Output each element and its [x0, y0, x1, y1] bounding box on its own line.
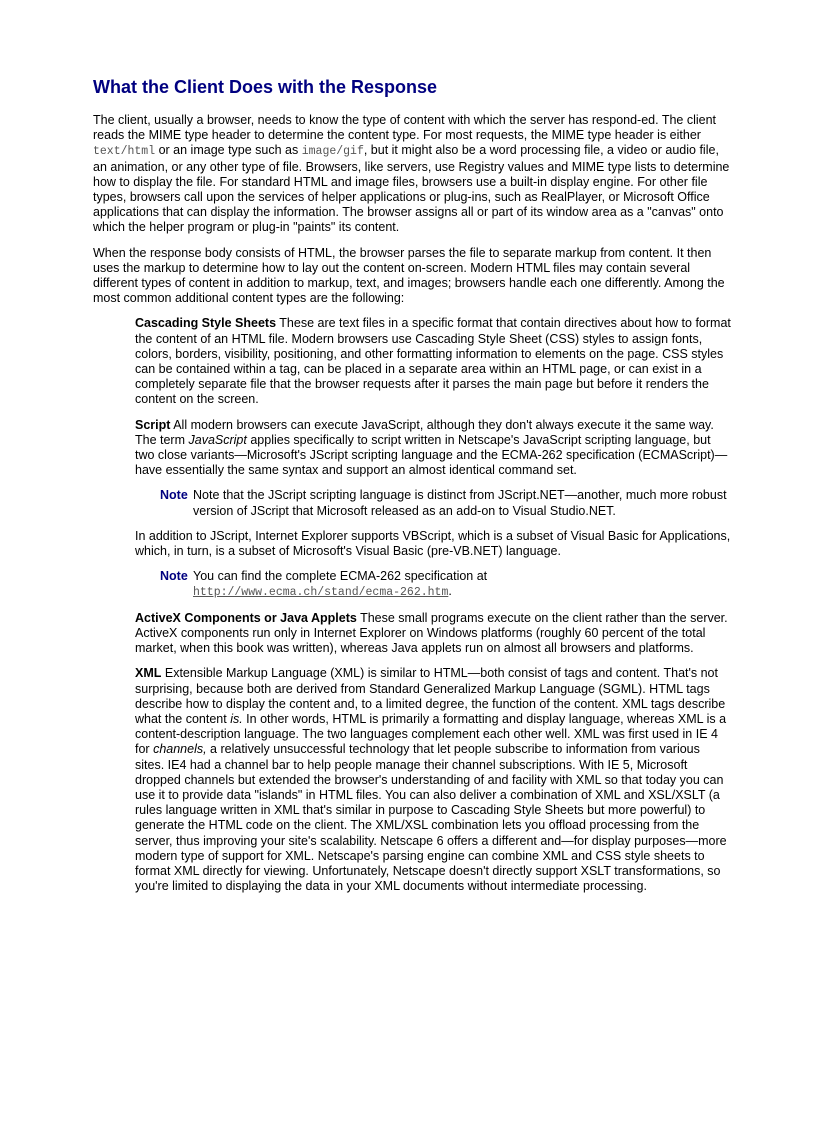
text: .: [448, 584, 452, 599]
item-script: [135, 418, 731, 479]
term-activex: ActiveX Components or Java Applets: [135, 610, 357, 625]
ecma-link[interactable]: http://www.ecma.ch/stand/ecma-262.htm: [193, 586, 449, 600]
item-xml: [135, 666, 731, 894]
note-ecma: [160, 569, 733, 600]
paragraph-html-body: When the response body consists of HTML, the browser parses the file to separate markup from content. It then uses the markup to determine how to lay out the content on-screen. Modern HTML files may contain several different types of content in addition to markup, text, and images; browsers handle each one differently. Among the most common additional content types are the following:: [93, 245, 725, 306]
section-heading: What the Client Does with the Response: [93, 77, 438, 97]
note-label: Note: [160, 488, 188, 503]
note-text: Note that the JScript scripting language is distinct from JScript.NET—another, much more robust version of JScript that Microsoft released as an add-on to Visual Studio.NET.: [193, 488, 727, 518]
text: All modern browsers can execute JavaScript, although they don't always execute it the same way. The term: [135, 417, 714, 447]
note-text: You can find the complete ECMA-262 specification at: [193, 569, 488, 584]
code-image-gif: image/gif: [301, 145, 364, 159]
emphasis-is: is.: [230, 711, 243, 726]
document-page: [93, 76, 733, 904]
term-script: Script: [135, 417, 171, 432]
text: applies specifically to script written in Netscape's JavaScript scripting language, but two close variants—Microsoft's JScript scripting language and the ECMA-262 specification (ECMAScript)—have essentially the same syntax and support an almost identical command set.: [135, 432, 728, 478]
code-text-html: text/html: [93, 145, 156, 159]
item-activex: [135, 611, 731, 657]
emphasis-channels: channels,: [153, 742, 207, 757]
text: Extensible Markup Language (XML) is similar to HTML—both consist of tags and content. That's not surprising, because both are derived from Standard Generalized Markup Language (SGML). HTML tags describe how to display the content and, to a limited degree, the function of the content. XML tags describe what the content: [135, 666, 726, 726]
text: , but it might also be a word processing file, a video or audio file, an animation, or any other type of file. Browsers, like servers, use Registry values and MIME type lists to determine how to display the file. For standard HTML and image files, browsers use a built-in display engine. For other file types, browsers call upon the services of helper applications or plug-ins, such as RealPlayer, or Microsoft Office applications that can display the information. The browser assigns all or part of its window area as a "canvas" onto which the helper program or plug-in "paints" its content.: [93, 143, 730, 235]
text: These small programs execute on the client rather than the server. ActiveX components run only in Internet Explorer on Windows platforms (roughly 60 percent of the total market, when this book was written), whereas Java applets run on almost all browsers and platforms.: [135, 610, 728, 656]
text: The client, usually a browser, needs to know the type of content with which the server has respond-ed. The client reads the MIME type header to determine the content type. For most requests, the MIME type header is either: [93, 113, 717, 143]
text: a relatively unsuccessful technology that let people subscribe to information from various sites. IE4 had a channel bar to help people manage their channel subscriptions. With IE 5, Microsoft dropped channels but extended the browser's understanding of and facility with XML so that today you can use it to provide data "islands" in HTML files. You can also deliver a combination of XML and XSL/XSLT (a rules language written in XML that's similar in purpose to Cascading Style Sheets but more powerful) to generate the HTML code on the client. The XML/XSL combination lets you offload processing from the server, thus improving your site's scalability. Netscape 6 offers a different and—for display purposes—more modern type of support for XML. Netscape's parsing engine can combine XML and CSS style sheets to format XML directly for viewing. Unfortunately, Netscape doesn't directly support XSLT transformations, so you're limited to displaying the data in your XML documents without intermediate processing.: [135, 742, 727, 894]
item-css: [135, 316, 731, 407]
text: In other words, HTML is primarily a formatting and display language, whereas XML is a content-description language. The two languages complement each other well. XML was first used in IE 4 for: [135, 711, 727, 757]
emphasis-javascript: JavaScript: [188, 432, 247, 447]
term-css: Cascading Style Sheets: [135, 316, 277, 331]
paragraph-vbscript: In addition to JScript, Internet Explorer supports VBScript, which is a subset of Visual Basic for Applications, which, in turn, is a subset of Microsoft's Visual Basic (pre-VB.NET) language.: [135, 528, 731, 559]
term-xml: XML: [135, 666, 162, 681]
note-label: Note: [160, 569, 188, 584]
note-jscript: [160, 488, 733, 518]
paragraph-client-mime: [93, 113, 733, 236]
text: These are text files in a specific format that contain directives about how to format the content of an HTML file. Modern browsers use Cascading Style Sheet (CSS) styles to assign fonts, colors, borders, visibility, positioning, and other formatting information to elements on the page. CSS styles can be contained within a tag, can be placed in a separate area within an HTML page, or can exist in a completely separate file that the browser requests after it parses the main page but before it renders the content on the screen.: [135, 316, 731, 407]
text: or an image type such as: [155, 143, 302, 158]
